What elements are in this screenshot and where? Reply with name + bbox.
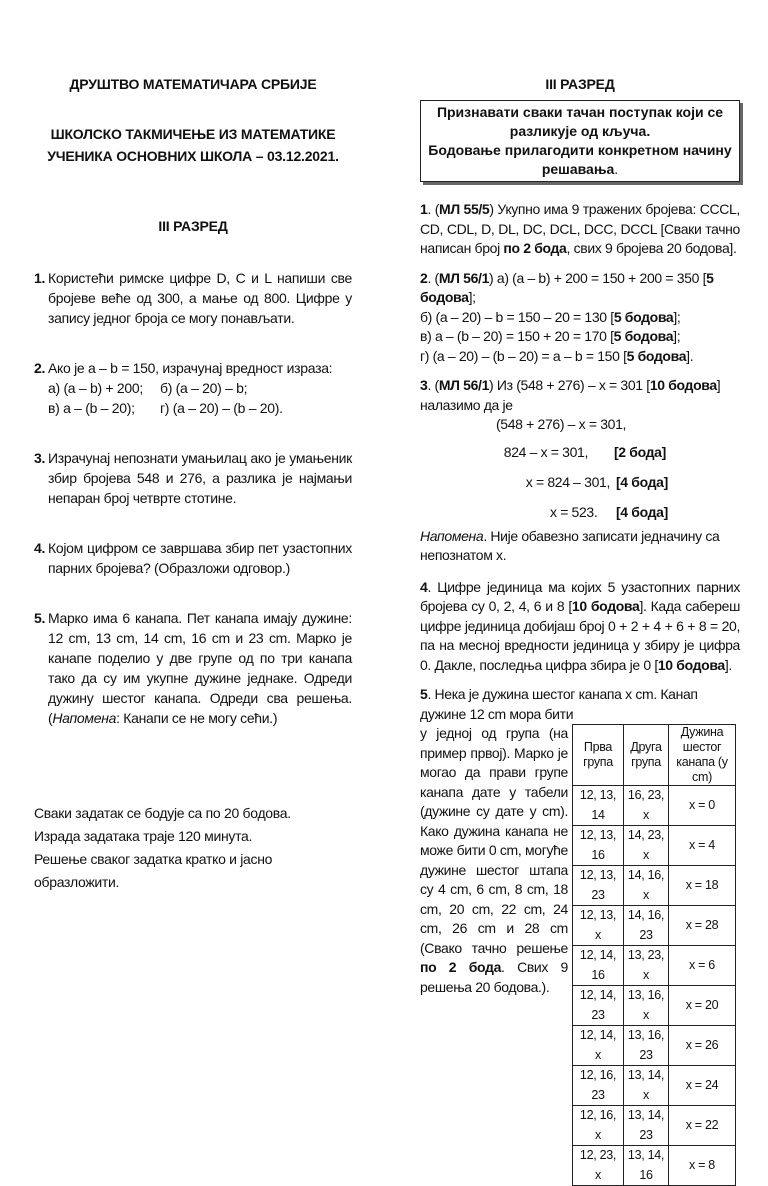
answer-points: 5 бодова: [420, 269, 714, 305]
note-label: Напомена: [52, 710, 117, 726]
answer-number: 3: [420, 377, 428, 393]
answer-ref: МЛ 55/5: [439, 201, 490, 217]
table-cell: x = 8: [669, 1146, 736, 1186]
problem-number: 2.: [34, 360, 46, 376]
table-cell: x = 20: [669, 986, 736, 1026]
note-text: . Није обавезно записати једначину са непознатом x.: [420, 527, 720, 563]
grading-notice-line2: Бодовање прилагодити конкретном начину решавања: [428, 142, 732, 177]
table-cell: x = 24: [669, 1066, 736, 1106]
table-cell: x = 28: [669, 906, 736, 946]
table-header: Дужина шестог канапа (у cm): [669, 725, 736, 786]
solutions-column: [420, 72, 740, 1182]
table-cell: x = 6: [669, 946, 736, 986]
answer-3: 3. (МЛ 56/1) Из (548 + 276) – x = 301 [10 бодова] налазимо да је (548 + 276) – x = 301, 824 – x = 301, [2 бода] x = 824 – 301, [4 бода] x = 523. [4 бода] Напомена. Није обавезно записати једначину са непознатом x.: [420, 376, 740, 566]
table-row: [573, 826, 736, 866]
equation-line: (548 + 276) – x = 301,: [496, 416, 627, 432]
grading-notice-line1: Признавати сваки тачан поступак који се разликује од кључа.: [436, 104, 724, 139]
table-cell: 13, 16, 23: [624, 1026, 669, 1066]
answer-points: 10 бодова: [649, 377, 717, 393]
equation-line: x = 523. [4 бода]: [420, 503, 740, 527]
footer-line: Решење сваког задатка кратко и јасно образложити.: [34, 851, 273, 890]
answer-points: 5 бодова: [626, 347, 687, 364]
problem-1: [34, 268, 352, 328]
table-cell: 13, 14, 16: [624, 1146, 669, 1186]
answer-points: 10 бодова: [657, 656, 725, 673]
footer-line: Израда задатака траје 120 минута.: [34, 828, 253, 844]
problem-2: [34, 358, 352, 418]
answer-5: 5. Нека је дужина шестог канапа x cm. Канап дужине 12 cm мора бити у једној од група (на пример првој). Марко је могао да прави групе канапа дате у табели (дужине су дате у cm). Како дужина канапа не може бити 0 cm, могуће дужине шестог штапа су 4 cm, 6 cm, 8 cm, 18 cm, 20 cm, 22 cm, 24 cm, 26 cm и 28 cm (Свако тачно решење по 2 бода. Свих 9 решења 20 бодова.). Прва група Друга група Дужина шестог канапа (у cm) 12, 13, 14 16, 23, x x = 0 12, 13, 16 14, 23, x x = 4 12, 13, 23 14, 16, x x = 18 12, 13, x 14, 16, 23 x = 28 12, 14, 16 13, 23, x x = 6 12, 14, 23 13, 16, x x = 20 12, 14, x 13, 16, 23 x = 26 12, 16, 23 13, 14, x x = 24 12, 16, x 13, 14, 23 x = 22 12, 23, x 13, 14, 16 x = 8: [420, 685, 740, 1024]
table-header: Друга група: [624, 725, 669, 786]
table-cell: 12, 13, 14: [573, 786, 624, 826]
answer-points: [4 бода]: [616, 473, 668, 490]
answer-points: 10 бодова: [571, 598, 640, 614]
problem-number: 5.: [34, 610, 46, 626]
answer-points: по 2 бода: [503, 240, 567, 256]
table-cell: 14, 16, x: [624, 866, 669, 906]
answer-ref: МЛ 56/1: [438, 269, 490, 286]
answer-line: б) (a – 20) – b = 150 – 20 = 130 [: [420, 308, 614, 325]
answer-points: 5 бодова: [613, 308, 674, 325]
table-cell: 12, 14, 23: [573, 986, 624, 1026]
answer-number: 1: [420, 201, 428, 217]
note-text: : Канапи се не могу сећи.): [116, 710, 278, 726]
answer-points: [4 бода]: [616, 503, 668, 520]
table-row: [573, 1106, 736, 1146]
table-row: [573, 946, 736, 986]
table-cell: x = 4: [669, 826, 736, 866]
table-cell: 12, 13, 16: [573, 826, 624, 866]
solutions-grade-title: III РАЗРЕД: [545, 76, 615, 92]
answer-number: 2: [420, 269, 428, 286]
answer-2: 2. (МЛ 56/1) а) (a – b) + 200 = 150 + 200 = 350 [5 бодова]; б) (a – 20) – b = 150 – 20 = 130 [5 бодова]; в) a – (b – 20) = 150 + 20 = 170 [5 бодова]; г) (a – 20) – (b – 20) = a – b = 150 [5 бодова].: [420, 269, 714, 364]
answer-line: в) a – (b – 20) = 150 + 20 = 170 [: [420, 328, 614, 344]
table-cell: 13, 16, x: [624, 986, 669, 1026]
subtask-b: б) (a – 20) – b;: [160, 380, 248, 396]
table-cell: 13, 14, x: [624, 1066, 669, 1106]
competition-title-line2: УЧЕНИКА ОСНОВНИХ ШКОЛА – 03.12.2021.: [47, 148, 339, 164]
table-cell: 12, 13, x: [573, 906, 624, 946]
solutions-table: [572, 724, 736, 1186]
table-cell: 12, 16, x: [573, 1106, 624, 1146]
answer-number: 4: [420, 578, 428, 595]
problem-4: [34, 538, 352, 578]
problem-text: Користећи римске цифре D, C и L напиши све бројеве веће од 300, а мање од 800. Цифре у запису једног броја се могу понављати.: [48, 270, 352, 326]
table-cell: 12, 23, x: [573, 1146, 624, 1186]
answer-ref: МЛ 56/1: [438, 377, 490, 393]
table-cell: 12, 13, 23: [573, 866, 624, 906]
problem-5: 5. Марко има 6 канапа. Пет канапа имају дужине: 12 cm, 13 cm, 14 cm, 16 cm и 23 cm. Марко је канапе поделио у две групе од по три канапа тако да су им укупне дужине једнаке. Одреди дужину шестог канапа. Одреди сва решења. (Напомена: Канапи се не могу сећи.): [34, 610, 352, 726]
table-cell: 13, 14, 23: [624, 1106, 669, 1146]
table-row: [573, 1026, 736, 1066]
problem-number: 1.: [34, 270, 46, 286]
table-row: [573, 986, 736, 1026]
answer-points: [2 бода]: [614, 443, 666, 460]
answer-1: 1. (МЛ 55/5) Укупно има 9 тражених бројева: CCCL, CD, CDL, D, DL, DC, DCL, DCC, DCCL [Сваки тачно написан број по 2 бода, свих 9 бројева 20 бодова].: [420, 201, 740, 256]
answer-4: 4. Цифре јединица ма којих 5 узастопних парних бројева су 0, 2, 4, 6 и 8 [10 бодова]. Када сабереш цифре јединица добијаш број 0 + 2 + 4 + 6 + 8 = 20, па на месној вредности јединица у збиру је цифра 0. Дакле, последња цифра збира је 0 [10 бодова].: [420, 578, 740, 673]
table-cell: 16, 23, x: [624, 786, 669, 826]
table-cell: x = 18: [669, 866, 736, 906]
competition-title-line1: ШКОЛСКО ТАКМИЧЕЊЕ ИЗ МАТЕМАТИКЕ: [50, 126, 336, 142]
problem-text: Израчунај непознати умањилац ако је умањеник збир бројева 548 и 276, а разлика је најмањи непаран број четврте стотине.: [48, 450, 352, 506]
table-cell: 13, 23, x: [624, 946, 669, 986]
problem-number: 4.: [34, 540, 46, 556]
footer-line: Сваки задатак се бодује са по 20 бодова.: [34, 805, 291, 821]
table-cell: 12, 16, 23: [573, 1066, 624, 1106]
table-cell: 14, 16, 23: [624, 906, 669, 946]
table-cell: 14, 23, x: [624, 826, 669, 866]
answer-line: а) (a – b) + 200 = 150 + 200 = 350 [: [493, 269, 707, 286]
answer-line: г) (a – 20) – (b – 20) = a – b = 150 [: [420, 347, 627, 364]
subtask-g: г) (a – 20) – (b – 20).: [160, 400, 283, 416]
society-title: ДРУШТВО МАТЕМАТИЧАРА СРБИЈЕ: [69, 76, 317, 92]
subtask-v: в) a – (b – 20);: [48, 400, 135, 416]
table-row: [573, 866, 736, 906]
problem-3: [34, 448, 352, 508]
subtask-a: а) (a – b) + 200;: [48, 380, 143, 396]
equation-line: x = 824 – 301, [4 бода]: [420, 473, 740, 497]
problem-number: 3.: [34, 450, 46, 466]
table-cell: x = 26: [669, 1026, 736, 1066]
problems-column: [34, 72, 352, 894]
answer-points: 5 бодова: [613, 328, 674, 344]
problem-text: Марко има 6 канапа. Пет канапа имају дужине: 12 cm, 13 cm, 14 cm, 16 cm и 23 cm. Марко је канапе поделио у две групе од по три канапа тако да су им укупне дужине једнаке. Одреди дужину шестог канапа. Одреди сва решења.: [48, 610, 352, 706]
table-header-row: [573, 725, 736, 786]
footer-notes: [34, 802, 352, 894]
table-row: [573, 1146, 736, 1186]
answer-text: , свих 9 бројева 20 бодова].: [566, 240, 737, 256]
table-cell: x = 0: [669, 786, 736, 826]
note-label: Напомена: [420, 527, 484, 544]
equation-line: 824 – x = 301, [2 бода]: [420, 443, 740, 467]
grading-notice-box: Признавати сваки тачан поступак који се разликује од кључа. Бодовање прилагодити конкретном начину решавања.: [420, 100, 740, 182]
answer-5-side-text: у једној од група (на пример првој). Марко је могао да прави групе канапа дате у табели (дужине су дате у cm). Како дужина канапа не може бити 0 cm, могуће дужине шестог штапа су 4 cm, 6 cm, 8 cm, 18 cm, 20 cm, 22 cm, 24 cm, 26 cm и 28 cm (Свако тачно решење по 2 бода. Свих 9 решења 20 бодова.).: [420, 725, 568, 995]
table-header: Прва група: [573, 725, 624, 786]
problem-text: Којом цифром се завршава збир пет узастопних парних бројева? (Образложи одговор.): [48, 540, 352, 576]
answer-points: по 2 бода: [420, 959, 502, 975]
answer-text: Укупно има 9 тражених бројева: CCCL, CD, CDL, D, DL, DC, DCL, DCC, DCCL [Сваки тачно написан број: [420, 201, 740, 256]
table-row: [573, 1066, 736, 1106]
table-row: [573, 906, 736, 946]
problem-text: Ако је a – b = 150, израчунај вредност израза:: [48, 360, 333, 376]
table-cell: 12, 14, x: [573, 1026, 624, 1066]
grade-title: III РАЗРЕД: [158, 218, 228, 234]
table-cell: 12, 14, 16: [573, 946, 624, 986]
table-cell: x = 22: [669, 1106, 736, 1146]
answer-number: 5: [420, 686, 428, 702]
table-row: [573, 786, 736, 826]
